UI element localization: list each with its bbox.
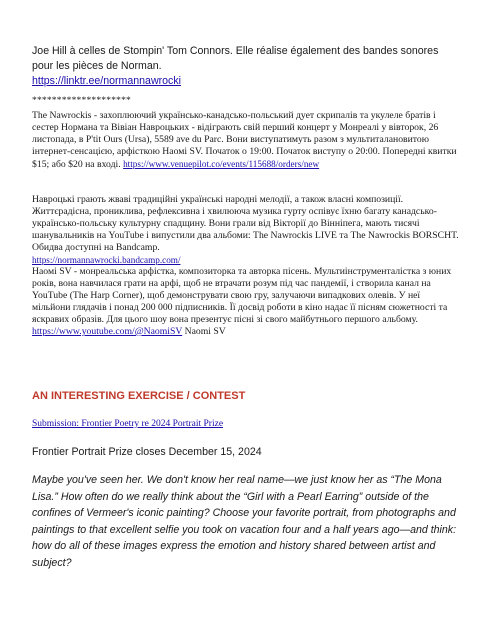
naomi-text: Наомі SV - монреальська арфістка, композиторка та авторка пісень. Мультиінструменталістка з юних років, вона навчилася грати на арфі, щоб не втрачати розум під час пандемії, і створила канал на YouTube (The Harp Corner), щоб демонструвати свою гру, залучаючи випадкових олевів. У неї мільйони глядачів і понад 200 000 підписників. Її досвід роботи в кіно надає її пісням сюжетності та яскравих образів. Для цього шоу вона презентує пісні зі свого майбутнього першого альбому. [32,266,452,325]
intro-section [32,44,460,89]
contest-deadline: Frontier Portrait Prize closes December 15, 2024 [32,446,262,458]
linktree-link[interactable]: https://linktr.ee/normannawrocki [32,75,181,87]
bandcamp-link[interactable]: https://normannawrocki.bandcamp.com/ [32,255,181,265]
submission-line [32,418,460,430]
youtube-link[interactable]: https://www.youtube.com/@NaomiSV [32,326,183,337]
tickets-link[interactable]: https://www.venuepilot.co/events/115688/orders/new [123,159,320,169]
naomi-sv-paragraph [32,266,460,338]
contest-description: Maybe you've seen her. We don't know her real name—we just know her as “The Mona Lisa.” How often do we really think about the “Girl with a Pearl Earring” outside of the confines of Vermeer's iconic painting? Choose your favorite portrait, from photographs and paintings to that excellent selfie you took on vacation four and a half years ago—and think: how do all of these images express the emotion and history shared between artist and subject? [32,474,457,569]
concert-text: The Nawrockis - захоплюючий українсько-канадсько-польський дует скрипалів та укулеле братів і сестер Нормана та Вівіан Навроцьких - відіграють свій перший концерт у Монреалі у вівторок, 26 листопада, в P'tit Ours (Ursa), 5589 ave du Parc. Вони виступатимуть разом з мультиталановитою інтернет-сенсацією, арфісткою Наомі SV. Початок о 19:00. Початок виступу о 20:00. Попередні квитки $15; або $20 на вході. [32,110,457,170]
intro-line-1: Joe Hill à celles de Stompin' Tom Connors. Elle réalise également des bandes sonores [32,45,439,57]
contest-heading: AN INTERESTING EXERCISE / CONTEST [32,390,246,402]
nawrockis-concert-paragraph [32,110,460,171]
music-text: Навроцькі грають жваві традиційні українські народні мелодії, а також власні композиції. Життєрадісна, прониклива, рефлексивна і хвилююча музика гурту оспівує їхню багату канадсько-українсько-польську культурну спадщину. Вони грали від Вікторії до Вінніпега, мають тисячі шанувальників на YouTube і випустили два альбоми: The Nawrockis LIVE та The Nawrockis BORSCHT. Обидва доступні на Bandcamp. [32,194,459,253]
naomi-sv-tail: Naomi SV [182,326,226,337]
submission-link[interactable]: Submission: Frontier Poetry re 2024 Portrait Prize [32,419,224,429]
intro-line-2: pour les pièces de Norman. [32,60,162,72]
separator: ******************** [32,96,131,106]
nawrockis-music-paragraph [32,194,460,267]
